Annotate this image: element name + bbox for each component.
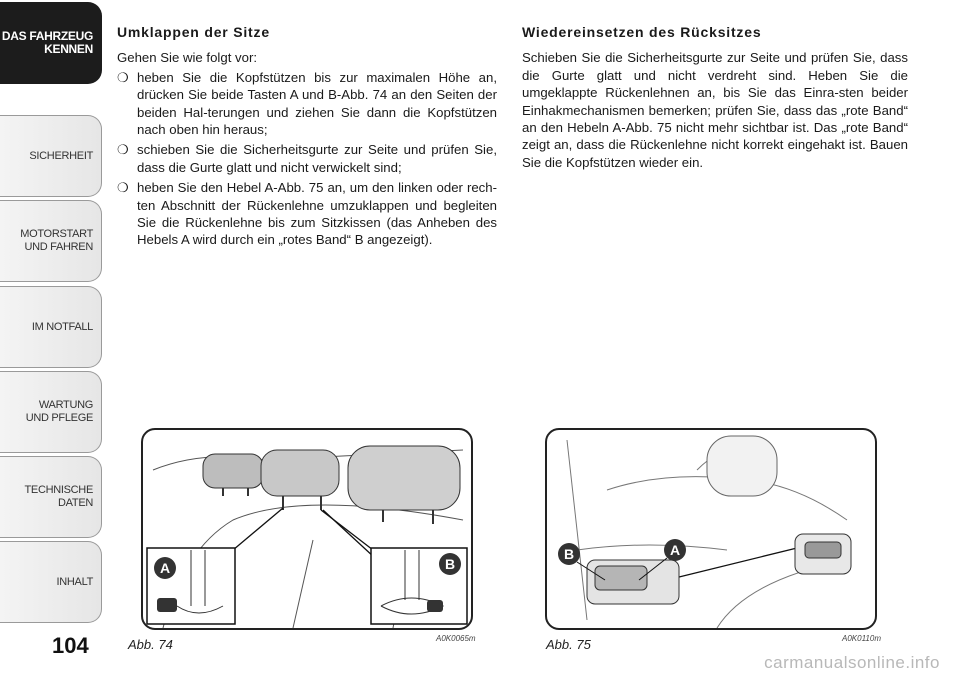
figure-74-headrests [141, 428, 473, 630]
tab-sicherheit[interactable]: SICHERHEIT [0, 115, 102, 197]
page-number: 104 [52, 633, 89, 658]
watermark: carmanualsonline.info [764, 653, 940, 672]
intro-text: Gehen Sie wie folgt vor: [117, 50, 258, 66]
right-column [522, 24, 908, 171]
tab-technische-daten[interactable]: TECHNISCHE DATEN [0, 456, 102, 538]
headrest-illustration [143, 430, 471, 628]
figure-75-code: A0K0110m [842, 634, 881, 643]
list-item-text: schieben Sie die Sicherheitsgurte zur Seite und prüfen Sie, dass die Gurte glatt und nicht verwickelt sind; [137, 142, 497, 175]
left-column [117, 24, 497, 252]
list-item [117, 69, 497, 139]
marker-a-label: A [159, 560, 171, 576]
instruction-list [117, 69, 497, 249]
seat-lever-illustration [547, 430, 875, 628]
chapter-sidebar [0, 0, 104, 677]
marker-a-label: A [669, 542, 681, 558]
section-heading-wiedereinsetzen: Wiedereinsetzen des Rücksitzes [522, 24, 762, 40]
list-item-text: heben Sie die Kopfstützen bis zur maximalen Höhe an, drücken Sie beide Tasten A und B-Abb. 74 an den Seiten der beiden Hal-terungen und ziehen Sie dann die Kopfstützen nach oben hin heraus; [137, 69, 497, 138]
tab-wartung-und-pflege[interactable]: WARTUNG UND PFLEGE [0, 371, 102, 453]
bullet-circle-icon: ❍ [117, 142, 129, 158]
figure-74-caption: Abb. 74 [128, 637, 173, 652]
figure-74-code: A0K0065m [436, 634, 476, 643]
bullet-circle-icon: ❍ [117, 69, 129, 85]
section-heading-umklappen: Umklappen der Sitze [117, 24, 270, 40]
marker-b-label: B [444, 556, 456, 572]
bullet-circle-icon: ❍ [117, 180, 129, 196]
figure-75-caption: Abb. 75 [546, 637, 591, 652]
tab-inhalt[interactable]: INHALT [0, 541, 102, 623]
list-item [117, 141, 497, 176]
body-text: Schieben Sie die Sicherheitsgurte zur Seite und prüfen Sie, dass die Gurte glatt und nicht verdreht sind. Heben Sie die umgeklappte Rückenlehnen an, bis Sie das Einra-sten beider Einhakmechanismen bemerken; prüfen Sie, dass das „rote Band“ an den Hebeln A-Abb. 75 nicht mehr sichtbar ist. Das „rote Band“ zeigt an, dass die Rückenlehne nicht korrekt eingehakt ist. Bauen Sie die Kopfstützen wieder ein. [522, 50, 908, 170]
marker-b-label: B [563, 546, 575, 562]
list-item-text: heben Sie den Hebel A-Abb. 75 an, um den linken oder rech-ten Abschnitt der Rückenlehne umzuklappen und begleiten Sie die Rückenlehne bis zum Sitzkissen (das Anheben des Hebels A wird durch ein „rotes Band“ B angezeigt). [137, 180, 497, 248]
figure-75-seat-lever [545, 428, 877, 630]
tab-im-notfall[interactable]: IM NOTFALL [0, 286, 102, 368]
list-item [117, 179, 497, 249]
tab-motorstart-und-fahren[interactable]: MOTORSTART UND FAHREN [0, 200, 102, 282]
tab-das-fahrzeug-kennen[interactable]: DAS FAHRZEUG KENNEN [0, 2, 102, 84]
